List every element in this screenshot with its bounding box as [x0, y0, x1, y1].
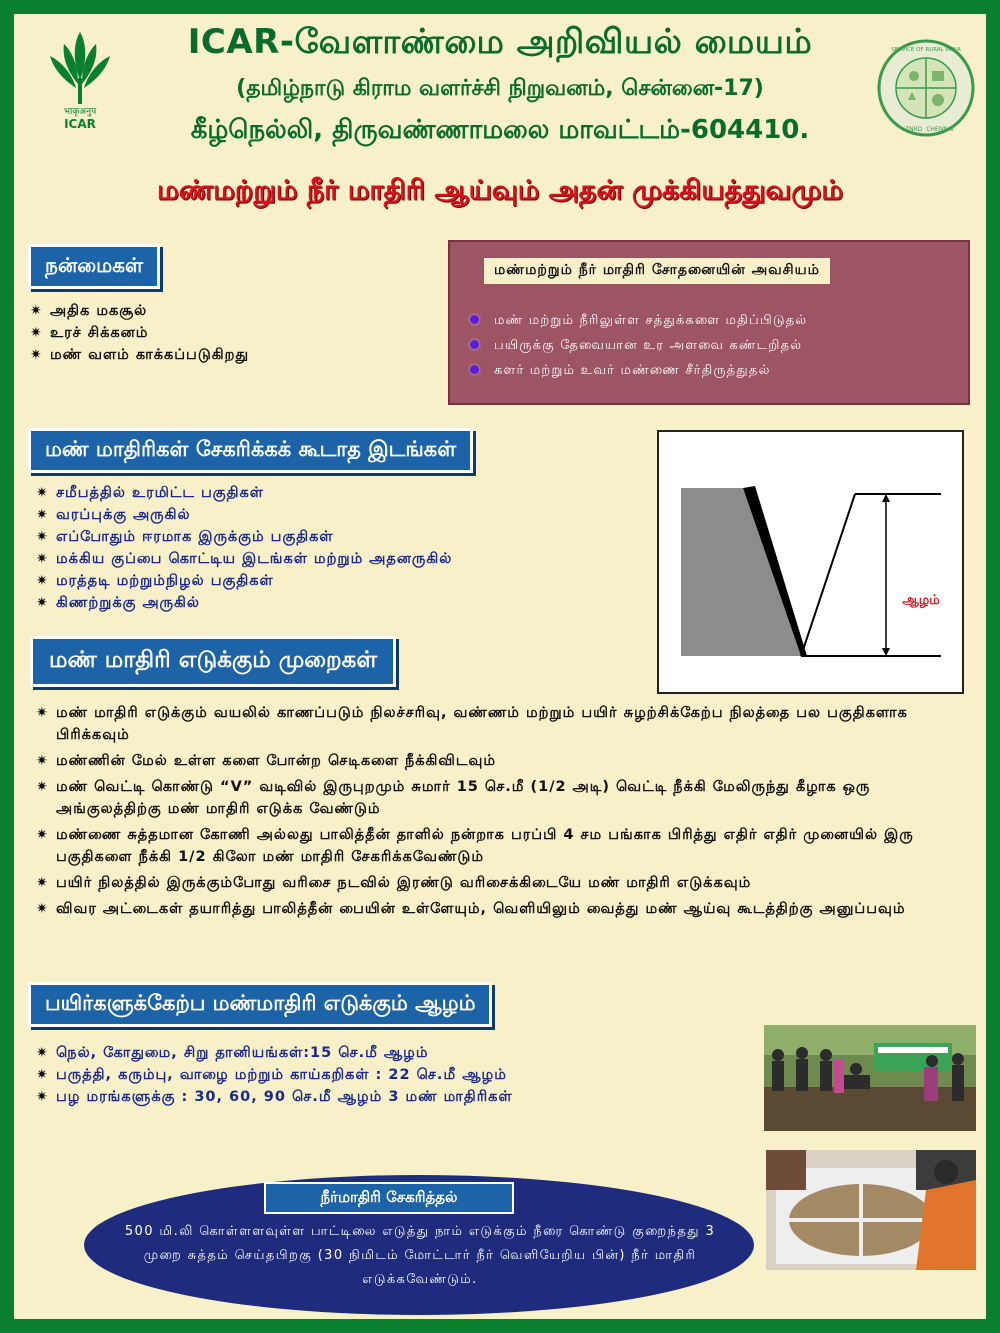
star-bullet-icon: ✷: [36, 507, 49, 523]
method-heading: மண் மாதிரி எடுக்கும் முறைகள்: [30, 636, 396, 687]
star-bullet-icon: ✷: [36, 1089, 49, 1105]
tnrd-logo-text: TNRD: [905, 126, 923, 133]
need-heading: மண்மற்றும் நீர் மாதிரி சோதனையின் அவசியம்: [484, 258, 830, 284]
benefit-text: அதிக மகசூல்: [50, 303, 148, 319]
star-bullet-icon: ✷: [30, 347, 43, 363]
list-item: [34, 526, 654, 548]
org-address: கீழ்நெல்லி, திருவண்ணாமலை மாவட்டம்-604410.: [190, 115, 810, 145]
benefit-text: உரச் சிக்கனம்: [50, 325, 149, 341]
list-item: [468, 333, 958, 358]
method-list: [34, 702, 964, 924]
tnrd-logo-arc-text: SERVICE OF RURAL INDIA: [891, 47, 961, 53]
poster-topic: மண்மற்றும் நீர் மாதிரி ஆய்வும் அதன் முக்கியத்துவமும்: [157, 175, 843, 206]
star-bullet-icon: ✷: [36, 529, 49, 545]
list-item: [34, 898, 964, 920]
depth-heading: பயிர்களுக்கேற்ப மண்மாதிரி எடுக்கும் ஆழம்: [28, 982, 492, 1027]
depth-label: ஆழம்: [902, 593, 940, 608]
purple-dot-icon: [470, 365, 479, 374]
list-item: [468, 308, 958, 333]
star-bullet-icon: ✷: [36, 573, 49, 589]
avoid-list: [34, 482, 654, 614]
list-item: [34, 504, 654, 526]
list-item: [34, 482, 654, 504]
avoid-text: மரத்தடி மற்றும்நிழல் பகுதிகள்: [56, 573, 274, 589]
field-demo-photo: [764, 1025, 976, 1131]
purple-dot-icon: [470, 315, 479, 324]
star-bullet-icon: ✷: [36, 1067, 49, 1083]
avoid-heading: மண் மாதிரிகள் சேகரிக்கக் கூடாத இடங்கள்: [28, 428, 473, 473]
method-text: மண் மாதிரி எடுக்கும் வயலில் காணப்படும் நிலச்சரிவு, வண்ணம் மற்றும் பயிர் சுழற்சிக்கேற்ப நிலத்தை பல பகுதிகளாக பிரிக்கவும்: [56, 705, 908, 743]
icar-logo-hindi: भाकृअनुप: [63, 107, 97, 117]
star-bullet-icon: ✷: [30, 325, 43, 341]
list-item: [34, 872, 964, 894]
star-bullet-icon: ✷: [36, 485, 49, 501]
depth-text: நெல், கோதுமை, சிறு தானியங்கள்:15 செ.மீ ஆழம்: [56, 1045, 429, 1061]
benefits-heading: நன்மைகள்: [28, 244, 160, 289]
list-item: [34, 702, 964, 746]
star-bullet-icon: ✷: [36, 875, 49, 891]
star-bullet-icon: ✷: [36, 827, 49, 843]
star-bullet-icon: ✷: [36, 901, 49, 917]
tnrd-logo: [876, 38, 976, 138]
method-text: மண்ணை சுத்தமான கோணி அல்லது பாலித்தீன் தாளில் நன்றாக பரப்பி 4 சம பங்காக பிரித்து எதிர் எதிர் முனையில் இரு பகுதிகளை நீக்கி 1/2 கிலோ மண் மாதிரி சேகரிக்கவேண்டும்: [56, 827, 914, 865]
soil-quartering-photo: [766, 1150, 976, 1270]
list-item: [34, 592, 654, 614]
list-item: [34, 750, 964, 772]
need-text: மண் மற்றும் நீரிலுள்ள சத்துக்களை மதிப்பிடுதல்: [494, 313, 808, 328]
depth-list: [34, 1042, 754, 1108]
list-item: [34, 824, 964, 868]
depth-text: பழ மரங்களுக்கு : 30, 60, 90 செ.மீ ஆழம் 3 மண் மாதிரிகள்: [56, 1089, 513, 1105]
org-title: ICAR-வேளாண்மை அறிவியல் மையம்: [187, 22, 813, 62]
method-text: மண்ணின் மேல் உள்ள களை போன்ற செடிகளை நீக்கிவிடவும்: [56, 753, 496, 769]
benefits-list: [28, 300, 428, 366]
need-text: பயிருக்கு தேவையான உர அளவை கண்டறிதல்: [494, 338, 803, 353]
avoid-text: கிணற்றுக்கு அருகில்: [56, 595, 200, 611]
benefit-text: மண் வளம் காக்கப்படுகிறது: [50, 347, 250, 363]
star-bullet-icon: ✷: [36, 1045, 49, 1061]
avoid-text: மக்கிய குப்பை கொட்டிய இடங்கள் மற்றும் அதனருகில்: [56, 551, 453, 567]
tnrd-logo-city: CHENNAI: [926, 126, 954, 133]
method-text: விவர அட்டைகள் தயாரித்து பாலித்தீன் பையின் உள்ளேயும், வெளியிலும் வைத்து மண் ஆய்வு கூடத்திற்கு அனுப்பவும்: [56, 901, 906, 917]
need-list: [468, 308, 958, 383]
star-bullet-icon: ✷: [36, 551, 49, 567]
list-item: [34, 1064, 754, 1086]
org-subtitle: (தமிழ்நாடு கிராம வளர்ச்சி நிறுவனம், சென்னை-17): [236, 76, 764, 101]
avoid-text: வரப்புக்கு அருகில்: [56, 507, 191, 523]
star-bullet-icon: ✷: [36, 779, 49, 795]
method-text: மண் வெட்டி கொண்டு “V” வடிவில் இருபுறமும் சுமார் 15 செ.மீ (1/2 அடி) வெட்டி நீக்கி மேலிருந்து கீழாக ஒரு அங்குலத்திற்கு மண் மாதிரி எடுக்க வேண்டும்: [56, 779, 871, 817]
star-bullet-icon: ✷: [36, 753, 49, 769]
purple-dot-icon: [470, 340, 479, 349]
star-bullet-icon: ✷: [36, 705, 49, 721]
star-bullet-icon: ✷: [30, 303, 43, 319]
list-item: [34, 570, 654, 592]
icar-logo-text: ICAR: [64, 117, 96, 131]
soil-block: [681, 488, 801, 656]
list-item: [28, 322, 428, 344]
water-text: 500 மி.லி கொள்ளளவுள்ள பாட்டிலை எடுத்து நாம் எடுக்கும் நீரை கொண்டு குறைந்தது 3 முறை சுத்தம் செய்தபிறகு (30 நிமிடம் மோட்டார் நீர் வெளியேறிய பின்) நீர் மாதிரி எடுக்கவேண்டும்.: [124, 1224, 716, 1287]
list-item: [34, 548, 654, 570]
list-item: [28, 300, 428, 322]
list-item: [34, 1086, 754, 1108]
v-cut-diagram: [657, 430, 964, 694]
need-box: [448, 240, 970, 405]
water-heading: நீர்மாதிரி சேகரித்தல்: [264, 1182, 514, 1214]
avoid-text: சமீபத்தில் உரமிட்ட பகுதிகள்: [56, 485, 264, 501]
list-item: [34, 1042, 754, 1064]
avoid-text: எப்போதும் ஈரமாக இருக்கும் பகுதிகள்: [56, 529, 334, 545]
star-bullet-icon: ✷: [36, 595, 49, 611]
list-item: [34, 776, 964, 820]
list-item: [28, 344, 428, 366]
need-text: களர் மற்றும் உவர் மண்ணை சீர்திருத்துதல்: [494, 363, 771, 378]
depth-text: பருத்தி, கரும்பு, வாழை மற்றும் காய்கறிகள் : 22 செ.மீ ஆழம்: [56, 1067, 507, 1083]
list-item: [468, 358, 958, 383]
method-text: பயிர் நிலத்தில் இருக்கும்போது வரிசை நடவில் இரண்டு வரிசைக்கிடையே மண் மாதிரி எடுக்கவும்: [56, 875, 752, 891]
icar-logo: [40, 22, 120, 132]
